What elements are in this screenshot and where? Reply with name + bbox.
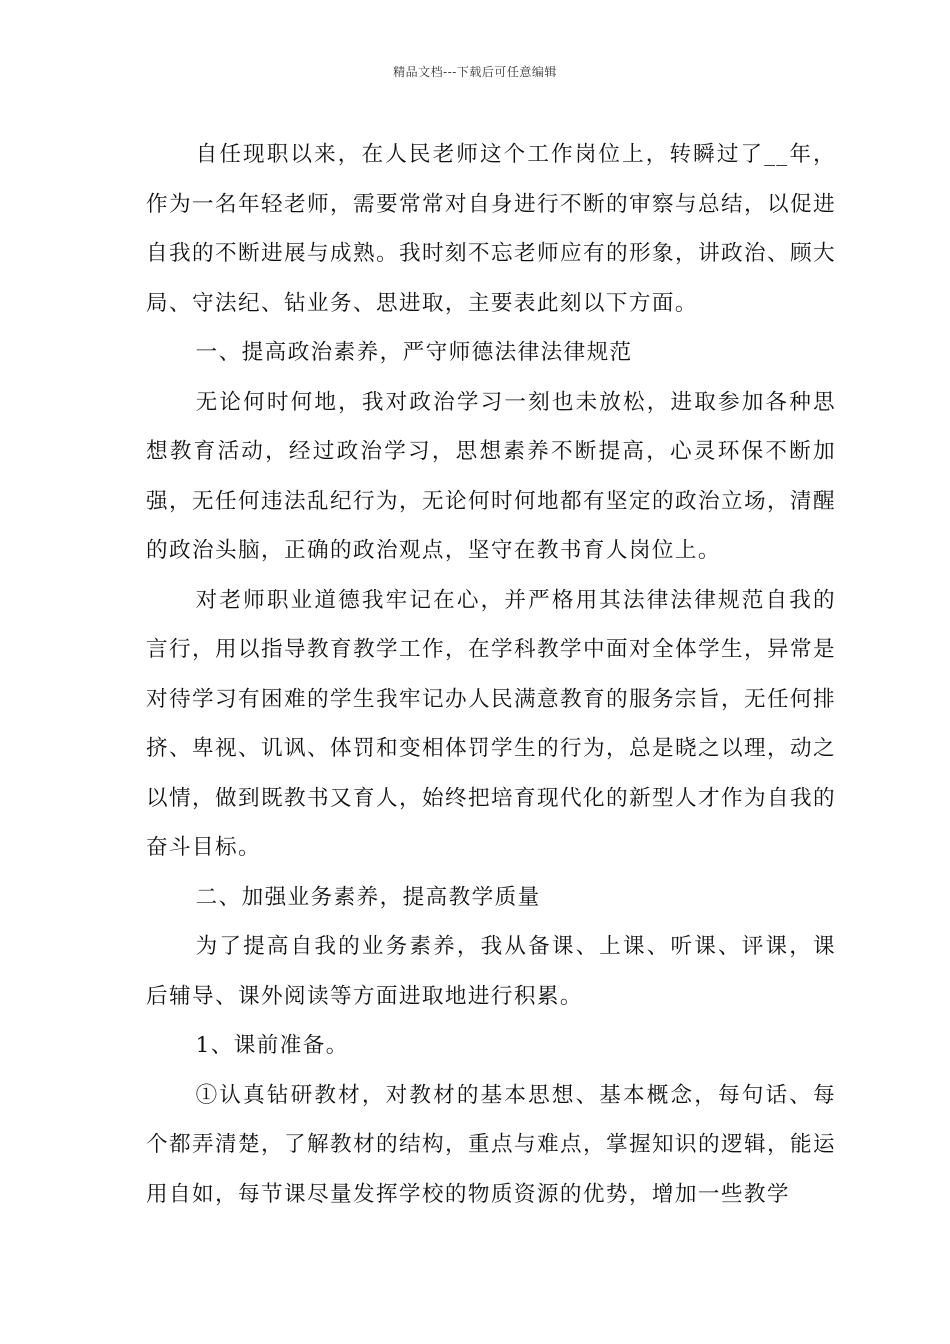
document-body xyxy=(146,130,836,1219)
paragraph-political-study: 无论何时何地，我对政治学习一刻也未放松，进取参加各种思想教育活动，经过政治学习，思想素养不断提高，心灵环保不断加强，无任何违法乱纪行为，无论何时何地都有坚定的政治立场，清醒的政治头脑，正确的政治观点，坚守在教书育人岗位上。 xyxy=(146,389,836,563)
section-heading-2: 二、加强业务素养，提高教学质量 xyxy=(195,884,541,910)
subsection-heading-1: 1、课前准备。 xyxy=(195,1033,349,1058)
paragraph-professional-quality: 为了提高自我的业务素养，我从备课、上课、听课、评课，课后辅导、课外阅读等方面进取地进行积累。 xyxy=(146,934,836,1009)
paragraph-intro: 自任现职以来，在人民老师这个工作岗位上，转瞬过了__年，作为一名年轻老师，需要常常对自身进行不断的审察与总结，以促进自我的不断进展与成熟。我时刻不忘老师应有的形象，讲政治、顾大局、守法纪、钻业务、思进取，主要表此刻以下方面。 xyxy=(146,142,836,316)
page-header: 精品文档---下载后可任意编辑 xyxy=(393,65,557,79)
section-heading-1: 一、提高政治素养，严守师德法律法律规范 xyxy=(195,340,633,365)
paragraph-professional-ethics: 对老师职业道德我牢记在心，并严格用其法律法律规范自我的言行，用以指导教育教学工作，在学科教学中面对全体学生，异常是对待学习有困难的学生我牢记办人民满意教育的服务宗旨，无任何排挤、卑视、讥讽、体罚和变相体罚学生的行为，总是晓之以理，动之以情，做到既教书又育人，始终把培育现代化的新型人才作为自我的奋斗目标。 xyxy=(146,587,836,860)
paragraph-textbook-study: ①认真钻研教材，对教材的基本思想、基本概念，每句话、每个都弄清楚，了解教材的结构，重点与难点，掌握知识的逻辑，能运用自如，每节课尽量发挥学校的物质资源的优势，增加一些教学 xyxy=(146,1082,836,1207)
